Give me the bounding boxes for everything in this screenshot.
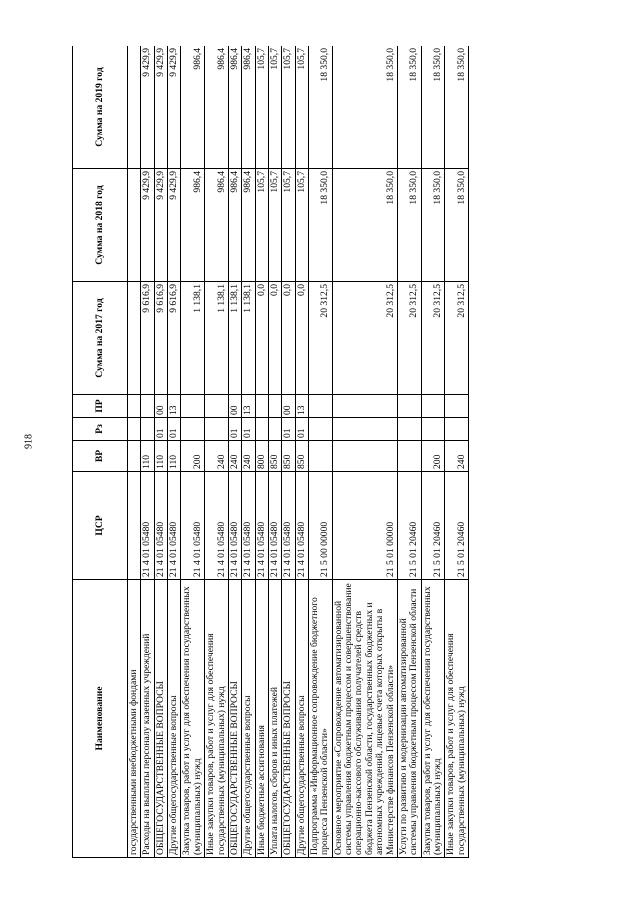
header-rz: Рз bbox=[73, 418, 128, 441]
cell-csr: 21 4 01 05480 bbox=[255, 472, 268, 580]
cell-2018: 18 350,0 bbox=[332, 169, 397, 282]
cell-2018: 986,4 bbox=[205, 169, 229, 282]
cell-name: ОБЩЕГОСУДАРСТВЕННЫЕ ВОПРОСЫ bbox=[282, 580, 295, 858]
header-row bbox=[73, 46, 128, 858]
table-row bbox=[128, 46, 141, 858]
cell-2017: 20 312,5 bbox=[332, 282, 397, 395]
cell-2019: 18 350,0 bbox=[309, 46, 333, 169]
cell-csr: 21 4 01 05480 bbox=[168, 472, 181, 580]
cell-2018: 986,4 bbox=[228, 169, 241, 282]
cell-2019: 9 429,9 bbox=[168, 46, 181, 169]
cell-2018: 18 350,0 bbox=[445, 169, 469, 282]
cell-2019: 105,7 bbox=[295, 46, 308, 169]
table-row bbox=[242, 46, 255, 858]
table-row bbox=[168, 46, 181, 858]
table-row bbox=[228, 46, 241, 858]
header-vr: ВР bbox=[73, 441, 128, 472]
table-row bbox=[397, 46, 421, 858]
cell-rz: 01 bbox=[282, 418, 295, 441]
cell-rz bbox=[255, 418, 268, 441]
header-name: Наименование bbox=[73, 580, 128, 858]
cell-vr: 200 bbox=[181, 441, 205, 472]
cell-2018: 18 350,0 bbox=[421, 169, 445, 282]
cell-2017: 9 616,9 bbox=[141, 282, 154, 395]
cell-vr: 110 bbox=[154, 441, 167, 472]
cell-pr bbox=[255, 395, 268, 418]
cell-csr: 21 4 01 05480 bbox=[228, 472, 241, 580]
cell-pr: 13 bbox=[295, 395, 308, 418]
cell-csr: 21 4 01 05480 bbox=[242, 472, 255, 580]
table-row bbox=[295, 46, 308, 858]
budget-table bbox=[72, 46, 469, 858]
cell-2019: 18 350,0 bbox=[421, 46, 445, 169]
cell-2019: 105,7 bbox=[255, 46, 268, 169]
cell-rz bbox=[332, 418, 397, 441]
cell-2019: 9 429,9 bbox=[154, 46, 167, 169]
cell-csr: 21 4 01 05480 bbox=[205, 472, 229, 580]
table-row bbox=[154, 46, 167, 858]
table-row bbox=[421, 46, 445, 858]
header-2019: Сумма на 2019 год bbox=[73, 46, 128, 169]
cell-csr: 21 4 01 05480 bbox=[141, 472, 154, 580]
cell-2019: 986,4 bbox=[181, 46, 205, 169]
cell-2019: 9 429,9 bbox=[141, 46, 154, 169]
cell-pr bbox=[332, 395, 397, 418]
cell-rz: 01 bbox=[228, 418, 241, 441]
cell-vr: 850 bbox=[282, 441, 295, 472]
cell-vr: 200 bbox=[421, 441, 445, 472]
table-row bbox=[205, 46, 229, 858]
cell-rz bbox=[309, 418, 333, 441]
cell-csr: 21 4 01 05480 bbox=[282, 472, 295, 580]
cell-vr: 240 bbox=[445, 441, 469, 472]
cell-csr: 21 5 01 00000 bbox=[332, 472, 397, 580]
cell-pr: 13 bbox=[168, 395, 181, 418]
table-row bbox=[141, 46, 154, 858]
header-2018: Сумма на 2018 год bbox=[73, 169, 128, 282]
cell-2017: 1 138,1 bbox=[205, 282, 229, 395]
table-row bbox=[181, 46, 205, 858]
cell-pr bbox=[181, 395, 205, 418]
cell-2018: 986,4 bbox=[181, 169, 205, 282]
table-row bbox=[309, 46, 333, 858]
cell-2017: 20 312,5 bbox=[397, 282, 421, 395]
cell-csr: 21 5 01 20460 bbox=[397, 472, 421, 580]
cell-csr: 21 4 01 05480 bbox=[154, 472, 167, 580]
cell-name: государственными внебюджетными фондами bbox=[128, 580, 141, 858]
cell-2017: 20 312,5 bbox=[309, 282, 333, 395]
cell-name: Расходы на выплаты персоналу казенных учреждений bbox=[141, 580, 154, 858]
cell-pr bbox=[141, 395, 154, 418]
cell-2019: 18 350,0 bbox=[332, 46, 397, 169]
cell-pr bbox=[309, 395, 333, 418]
cell-csr: 21 4 01 05480 bbox=[295, 472, 308, 580]
cell-pr: 00 bbox=[228, 395, 241, 418]
cell-vr bbox=[128, 441, 141, 472]
cell-2017: 20 312,5 bbox=[445, 282, 469, 395]
cell-name: Закупка товаров, работ и услуг для обеспечения государственных (муниципальных) нужд bbox=[181, 580, 205, 858]
cell-2017: 1 138,1 bbox=[181, 282, 205, 395]
cell-pr bbox=[128, 395, 141, 418]
rotated-page-area bbox=[72, 46, 622, 858]
rotated-content bbox=[72, 46, 622, 858]
cell-2017: 20 312,5 bbox=[421, 282, 445, 395]
header-pr: ПР bbox=[73, 395, 128, 418]
cell-vr: 850 bbox=[268, 441, 281, 472]
cell-name: Уплата налогов, сборов и иных платежей bbox=[268, 580, 281, 858]
cell-vr: 240 bbox=[205, 441, 229, 472]
cell-2017: 0,0 bbox=[255, 282, 268, 395]
cell-2018: 986,4 bbox=[242, 169, 255, 282]
table-header bbox=[73, 46, 128, 858]
cell-2017: 9 616,9 bbox=[154, 282, 167, 395]
table-row bbox=[445, 46, 469, 858]
cell-rz: 01 bbox=[168, 418, 181, 441]
cell-2017: 1 138,1 bbox=[242, 282, 255, 395]
cell-rz bbox=[181, 418, 205, 441]
cell-2017: 0,0 bbox=[268, 282, 281, 395]
cell-name: Иные закупки товаров, работ и услуг для обеспечения государственных (муниципальных) нужд bbox=[445, 580, 469, 858]
cell-2018: 9 429,9 bbox=[168, 169, 181, 282]
cell-vr bbox=[309, 441, 333, 472]
cell-2018: 105,7 bbox=[282, 169, 295, 282]
cell-rz bbox=[141, 418, 154, 441]
cell-vr: 110 bbox=[168, 441, 181, 472]
cell-rz: 01 bbox=[154, 418, 167, 441]
cell-name: ОБЩЕГОСУДАРСТВЕННЫЕ ВОПРОСЫ bbox=[228, 580, 241, 858]
cell-name: ОБЩЕГОСУДАРСТВЕННЫЕ ВОПРОСЫ bbox=[154, 580, 167, 858]
cell-pr: 13 bbox=[242, 395, 255, 418]
cell-pr: 00 bbox=[154, 395, 167, 418]
cell-rz bbox=[421, 418, 445, 441]
cell-pr bbox=[268, 395, 281, 418]
cell-rz bbox=[128, 418, 141, 441]
cell-pr bbox=[421, 395, 445, 418]
cell-2019: 18 350,0 bbox=[445, 46, 469, 169]
table-row bbox=[332, 46, 397, 858]
cell-pr bbox=[445, 395, 469, 418]
table-body bbox=[128, 46, 469, 858]
cell-vr: 240 bbox=[228, 441, 241, 472]
cell-2019: 105,7 bbox=[268, 46, 281, 169]
cell-pr bbox=[397, 395, 421, 418]
cell-2019: 18 350,0 bbox=[397, 46, 421, 169]
cell-vr bbox=[332, 441, 397, 472]
table-row bbox=[268, 46, 281, 858]
cell-csr: 21 5 01 20460 bbox=[445, 472, 469, 580]
cell-csr: 21 5 00 00000 bbox=[309, 472, 333, 580]
page-number: 918 bbox=[23, 434, 35, 449]
cell-rz bbox=[205, 418, 229, 441]
cell-pr bbox=[205, 395, 229, 418]
cell-2018: 18 350,0 bbox=[309, 169, 333, 282]
cell-2019: 986,4 bbox=[242, 46, 255, 169]
cell-2019 bbox=[128, 46, 141, 169]
cell-csr: 21 4 01 05480 bbox=[268, 472, 281, 580]
cell-name: Другие общегосударственные вопросы bbox=[295, 580, 308, 858]
cell-csr: 21 4 01 05480 bbox=[181, 472, 205, 580]
cell-csr bbox=[128, 472, 141, 580]
cell-2019: 105,7 bbox=[282, 46, 295, 169]
cell-name: Подпрограмма «Информационное сопровождение бюджетного процесса Пензенской области» bbox=[309, 580, 333, 858]
cell-vr: 850 bbox=[295, 441, 308, 472]
cell-name: Услуги по развитию и модернизации автоматизированной системы управления бюджетным процессом Пензенской области bbox=[397, 580, 421, 858]
cell-vr: 800 bbox=[255, 441, 268, 472]
cell-pr: 00 bbox=[282, 395, 295, 418]
cell-2017: 0,0 bbox=[282, 282, 295, 395]
cell-name: Закупка товаров, работ и услуг для обеспечения государственных (муниципальных) нужд bbox=[421, 580, 445, 858]
cell-2017: 9 616,9 bbox=[168, 282, 181, 395]
cell-name: Иные закупки товаров, работ и услуг для обеспечения государственных (муниципальных) нужд bbox=[205, 580, 229, 858]
cell-rz bbox=[268, 418, 281, 441]
header-2017: Сумма на 2017 год bbox=[73, 282, 128, 395]
cell-name: Другие общегосударственные вопросы bbox=[242, 580, 255, 858]
cell-vr: 110 bbox=[141, 441, 154, 472]
cell-2018 bbox=[128, 169, 141, 282]
cell-name: Иные бюджетные ассигнования bbox=[255, 580, 268, 858]
cell-2018: 105,7 bbox=[255, 169, 268, 282]
cell-rz: 01 bbox=[242, 418, 255, 441]
cell-rz: 01 bbox=[295, 418, 308, 441]
cell-2018: 18 350,0 bbox=[397, 169, 421, 282]
cell-2017: 1 138,1 bbox=[228, 282, 241, 395]
cell-2018: 105,7 bbox=[295, 169, 308, 282]
cell-2019: 986,4 bbox=[228, 46, 241, 169]
cell-2019: 986,4 bbox=[205, 46, 229, 169]
cell-2017 bbox=[128, 282, 141, 395]
cell-2018: 9 429,9 bbox=[141, 169, 154, 282]
cell-2018: 105,7 bbox=[268, 169, 281, 282]
cell-name: Другие общегосударственные вопросы bbox=[168, 580, 181, 858]
cell-2018: 9 429,9 bbox=[154, 169, 167, 282]
cell-vr: 240 bbox=[242, 441, 255, 472]
cell-vr bbox=[397, 441, 421, 472]
table-row bbox=[255, 46, 268, 858]
cell-2017: 0,0 bbox=[295, 282, 308, 395]
cell-csr: 21 5 01 20460 bbox=[421, 472, 445, 580]
header-csr: ЦСР bbox=[73, 472, 128, 580]
table-row bbox=[282, 46, 295, 858]
cell-name: Основное мероприятие «Сопровождение автоматизированной системы управления бюджетным процессом и совершенствование операционно-кассового обслуживания получателей средств бюджета Пензенской области, государственных бюджетных и автономных учреждений, лицевые счета которых открыты в Министерстве финансов Пензенской области» bbox=[332, 580, 397, 858]
cell-rz bbox=[445, 418, 469, 441]
cell-rz bbox=[397, 418, 421, 441]
